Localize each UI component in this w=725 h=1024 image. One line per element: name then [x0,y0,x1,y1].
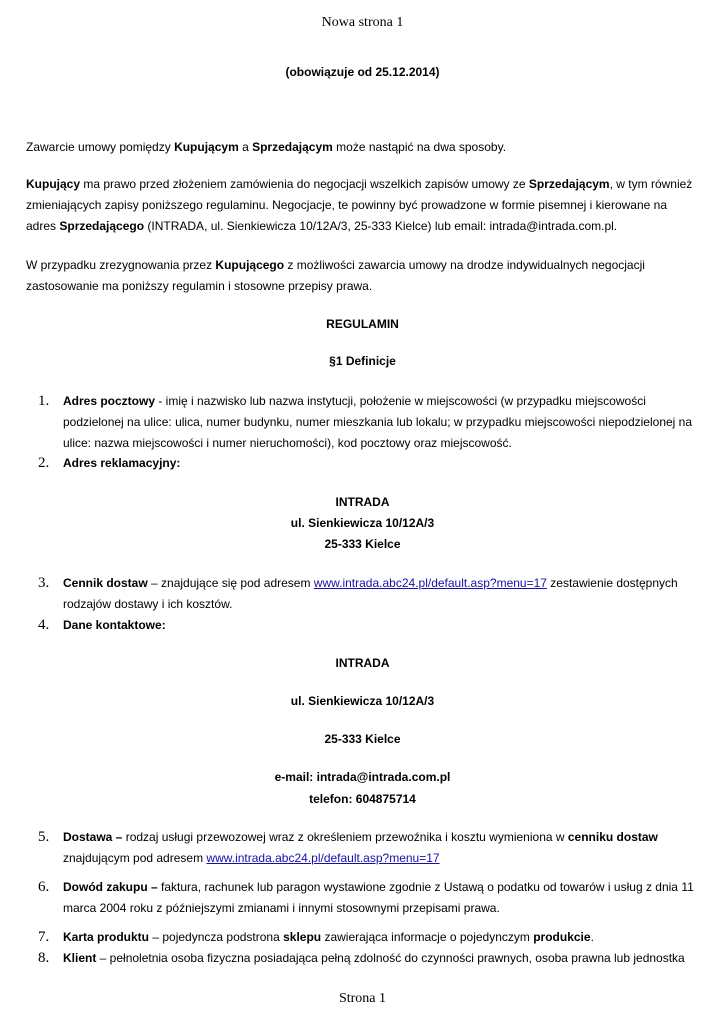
definition-item: Dostawa – rodzaj usługi przewozowej wraz z określeniem przewoźnika i kosztu wymieniona w cenniku dostaw znajdującym pod adresem www.intrada.abc24.pl/default.asp?menu=17 [63,830,658,865]
definition-item: Klient – pełnoletnia osoba fizyczna posiadająca pełną zdolność do czynności prawnych, osoba prawna lub jednostka [63,951,685,965]
regulamin-heading: REGULAMIN [326,317,399,331]
effective-date: (obowiązuje od 25.12.2014) [285,65,440,79]
contact-phone: telefon: 604875714 [309,792,416,806]
item-number: 8. [38,950,50,966]
definition-item: Adres pocztowy - imię i nazwisko lub nazwa instytucji, położenie w miejscowości (w przypadku miejscowości podzielonej na ulice: ulica, numer budynku, numer mieszkania lub lokalu; w przypadku miejscowości niepodzielonej na ulice: nazwa miejscowości i numer nieruchomości), kod pocztowy oraz miejscowość. [63,394,693,450]
contact-city: 25-333 Kielce [324,732,401,746]
item-number: 3. [38,575,50,591]
address-street: ul. Sienkiewicza 10/12A/3 [290,516,435,530]
item-number: 4. [38,617,50,633]
section-heading: §1 Definicje [329,354,396,368]
page-header-title: Nowa strona 1 [321,15,404,30]
contact-company: INTRADA [335,656,390,670]
item-number: 7. [38,929,50,945]
shipping-price-list-link[interactable]: www.intrada.abc24.pl/default.asp?menu=17 [313,576,547,590]
contact-email: e-mail: intrada@intrada.com.pl [274,770,451,784]
item-number: 5. [38,829,50,845]
intro-paragraph-3: W przypadku zrezygnowania przez Kupującego z możliwości zawarcia umowy na drodze indywidualnych negocjacji zastosowanie ma poniższy regulamin i stosowne przepisy prawa. [26,258,645,293]
intro-paragraph-1: Zawarcie umowy pomiędzy Kupującym a Sprzedającym może nastąpić na dwa sposoby. [26,140,507,154]
item-number: 6. [38,879,50,895]
definition-item: Dowód zakupu – faktura, rachunek lub paragon wystawione zgodnie z Ustawą o podatku od towarów i usług z dnia 11 marca 2004 roku z późniejszymi zmianami i innymi stosownymi przepisami prawa. [63,880,694,915]
definition-item: Dane kontaktowe: [63,618,166,632]
page-footer-number: Strona 1 [338,991,387,1006]
definition-item: Cennik dostaw – znajdujące się pod adresem www.intrada.abc24.pl/default.asp?menu=17 zestawienie dostępnych rodzajów dostawy i ich kosztów. [63,576,678,611]
definition-item: Adres reklamacyjny: [63,456,181,470]
address-city: 25-333 Kielce [324,537,401,551]
address-company: INTRADA [335,495,390,509]
item-number: 2. [38,455,50,471]
definition-item: Karta produktu – pojedyncza podstrona sklepu zawierająca informacje o pojedynczym produkcie. [63,930,594,944]
contact-street: ul. Sienkiewicza 10/12A/3 [290,694,435,708]
item-number: 1. [38,393,50,409]
intro-paragraph-2: Kupujący ma prawo przed złożeniem zamówienia do negocjacji wszelkich zapisów umowy ze Sprzedającym, w tym również zmieniających zapisy poniższego regulaminu. Negocjacje, te powinny być prowadzone w formie pisemnej i kierowane na adres Sprzedającego (INTRADA, ul. Sienkiewicza 10/12A/3, 25-333 Kielce) lub email: intrada@intrada.com.pl. [26,177,693,233]
delivery-price-list-link[interactable]: www.intrada.abc24.pl/default.asp?menu=17 [206,851,440,865]
